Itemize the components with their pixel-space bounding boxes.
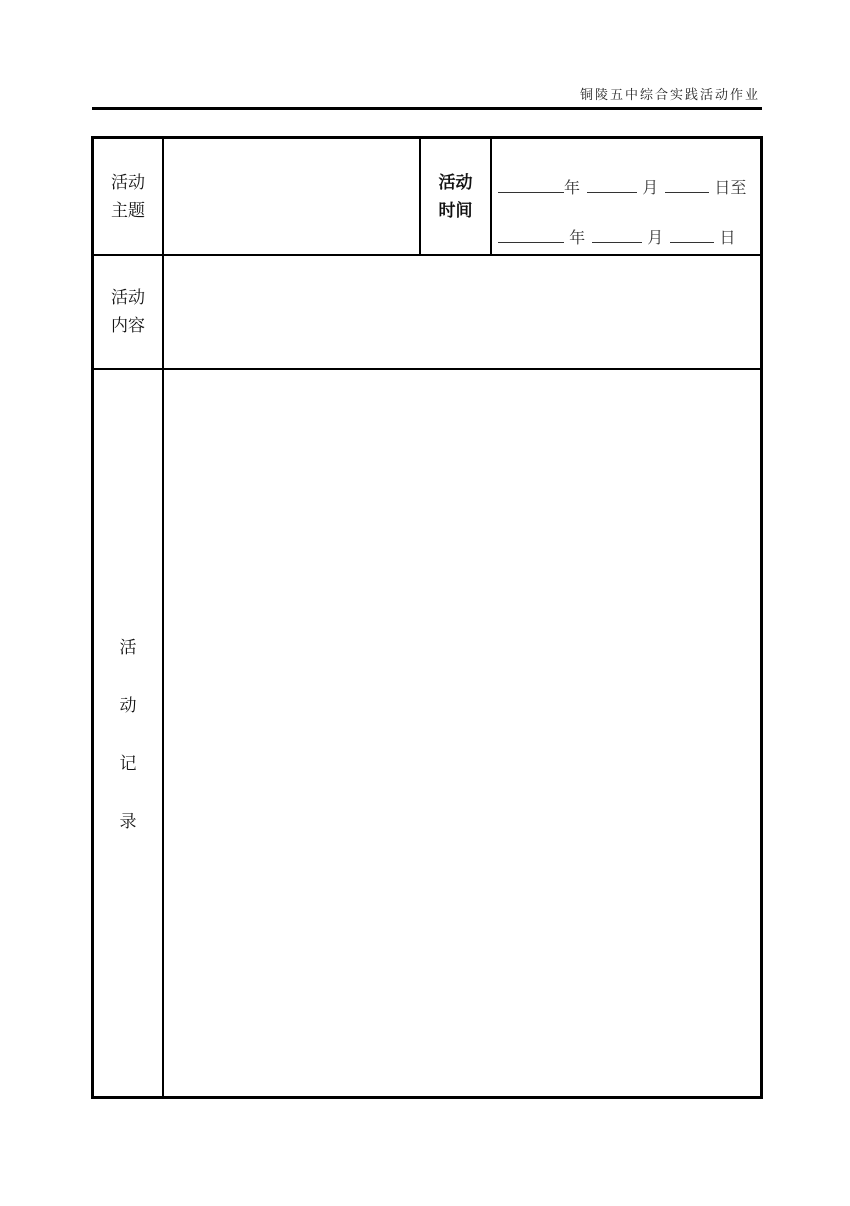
content-label-line1: 活动 xyxy=(111,288,145,308)
row-divider-2 xyxy=(94,368,760,370)
content-label xyxy=(94,284,162,340)
record-field[interactable] xyxy=(166,372,756,1094)
content-label-line2: 内容 xyxy=(111,316,145,336)
end-month-label: 月 xyxy=(647,228,664,247)
time-label xyxy=(421,169,490,225)
row-divider-1 xyxy=(94,254,760,256)
end-date-line xyxy=(498,225,736,248)
record-label-char-1: 活 xyxy=(119,638,137,658)
topic-field[interactable] xyxy=(166,143,416,251)
topic-label xyxy=(94,169,162,225)
topic-label-line2: 主题 xyxy=(111,201,145,221)
end-day-blank[interactable] xyxy=(670,226,714,243)
topic-label-line1: 活动 xyxy=(111,173,145,193)
start-date-line xyxy=(498,175,746,198)
content-field[interactable] xyxy=(166,258,756,366)
label-column-divider xyxy=(162,139,164,1096)
start-year-blank[interactable] xyxy=(498,176,564,193)
start-day-label: 日至 xyxy=(714,178,747,197)
end-day-label: 日 xyxy=(719,228,736,247)
document-header-title: 铜陵五中综合实践活动作业 xyxy=(579,88,760,103)
end-month-blank[interactable] xyxy=(592,226,642,243)
start-year-label: 年 xyxy=(564,178,581,197)
time-label-line2: 时间 xyxy=(438,201,473,221)
record-label-char-2: 动 xyxy=(119,696,137,716)
header-rule xyxy=(92,107,762,110)
record-label xyxy=(94,619,162,851)
record-label-char-3: 记 xyxy=(119,754,137,774)
end-year-blank[interactable] xyxy=(498,226,564,243)
start-month-blank[interactable] xyxy=(587,176,637,193)
record-label-char-4: 录 xyxy=(119,812,137,832)
activity-form xyxy=(91,136,763,1099)
start-day-blank[interactable] xyxy=(665,176,709,193)
start-month-label: 月 xyxy=(642,178,659,197)
time-label-line1: 活动 xyxy=(438,173,473,193)
time-label-right-divider xyxy=(490,139,492,255)
end-year-label: 年 xyxy=(569,228,586,247)
